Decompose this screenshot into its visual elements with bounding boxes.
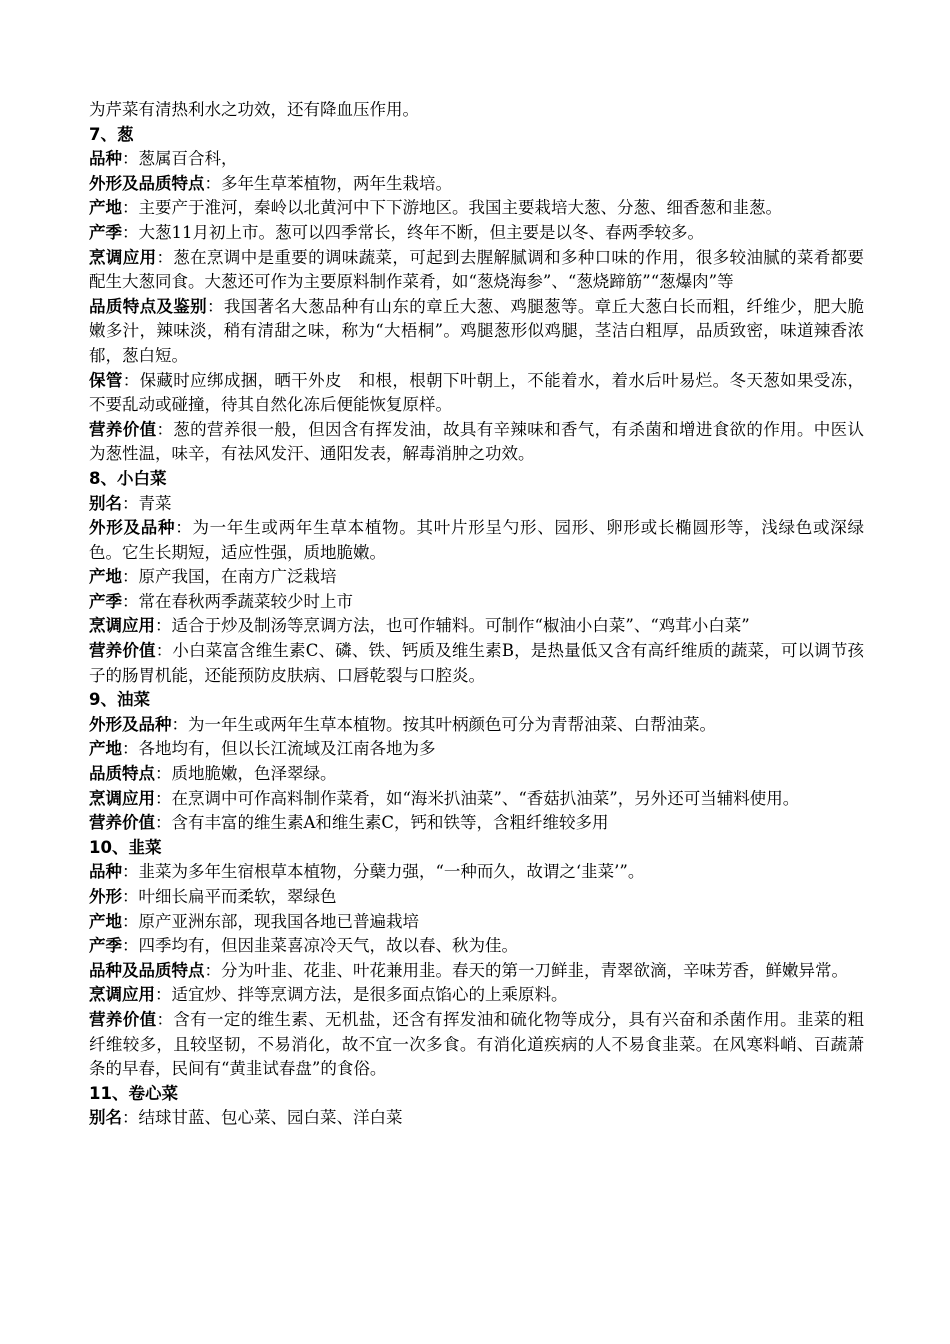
entry-label: 营养价值 [89,419,157,439]
entry-paragraph [89,295,864,369]
entry-paragraph [89,196,864,221]
entry-text: ：在烹调中可作高料制作菜肴，如“海米扒油菜”、“香菇扒油菜”，另外还可当辅料使用。 [155,788,800,808]
entry-text: ：常在春秋两季蔬菜较少时上市 [122,591,353,611]
entry-text: ：分为叶韭、花韭、叶花兼用韭。春天的第一刀鲜韭，青翠欲滴，辛味芳香，鲜嫩异常。 [204,960,848,980]
entry-label: 产季 [89,591,122,611]
entry-text: ：含有丰富的维生素A和维生素C，钙和铁等，含粗纤维较多用 [155,813,609,833]
entry-text: ：大葱11月初上市。葱可以四季常长，终年不断，但主要是以冬、春两季较多。 [122,222,704,242]
section-heading: 10、韭菜 [89,837,162,857]
entry-label: 烹调应用 [89,247,157,267]
entry-paragraph [89,910,864,935]
entry-text: ：叶细长扁平而柔软，翠绿色 [122,887,337,906]
entry-label: 别名 [89,1108,122,1128]
entry-paragraph [89,639,864,688]
sections-container [89,123,864,1131]
entry-paragraph [89,1106,864,1131]
entry-label: 烹调应用 [89,985,155,1005]
entry-paragraph [89,737,864,762]
entry-text: ：小白菜富含维生素C、磷、铁、钙质及维生素B，是热量低又含有高纤维质的蔬菜，可以调节孩子的肠胃机能，还能预防皮肤病、口唇乾裂与口腔炎。 [89,641,865,685]
intro-line: 为芹菜有清热利水之功效，还有降血压作用。 [89,100,419,119]
section-heading: 7、葱 [89,124,134,144]
entry-text: ：质地脆嫩，色泽翠绿。 [155,764,337,784]
entry-paragraph [89,959,864,984]
entry-paragraph [89,762,864,787]
entry-label: 外形及品种 [89,714,172,734]
entry-paragraph [89,614,864,639]
entry-label: 烹调应用 [89,788,155,808]
entry-paragraph [89,1008,864,1082]
entry-label: 品种 [89,149,122,169]
entry-text: ：葱在烹调中是重要的调味蔬菜，可起到去腥解腻调和多种口味的作用，很多较油腻的菜肴都要配生大葱同食。大葱还可作为主要原料制作菜肴，如“葱烧海参”、“葱烧蹄筋”“葱爆肉”等 [89,247,865,292]
entry-paragraph [89,246,864,295]
entry-text: ：葱属百合科， [122,149,238,169]
entry-paragraph [89,492,864,517]
entry-paragraph [89,934,864,959]
entry-label: 营养价值 [89,1009,157,1029]
entry-paragraph [89,147,864,172]
entry-label: 产地 [89,567,122,587]
entry-text: ：主要产于淮河，秦岭以北黄河中下下游地区。我国主要栽培大葱、分葱、细香葱和韭葱。 [122,198,782,218]
entry-label: 品种及品质特点 [89,960,205,980]
entry-paragraph [89,172,864,197]
entry-paragraph [89,516,864,565]
entry-label: 别名 [89,493,122,513]
entry-label: 外形 [89,887,122,906]
section-heading: 8、小白菜 [89,468,167,488]
entry-text: ：含有一定的维生素、无机盐，还含有挥发油和硫化物等成分，具有兴奋和杀菌作用。韭菜的粗纤维较多，且较坚韧，不易消化，故不宜一次多食。有消化道疾病的人不易食韭菜。在风寒料峭、百蔬萧条的早春，民间有“黄韭试春盘”的食俗。 [89,1009,865,1079]
entry-text: ：为一年生或两年生草本植物。按其叶柄颜色可分为青帮油菜、白帮油菜。 [171,714,716,734]
entry-paragraph [89,811,864,836]
entry-text: ：各地均有，但以长江流域及江南各地为多 [122,739,436,759]
entry-text: ：葱的营养很一般，但因含有挥发油，故具有辛辣味和香气，有杀菌和增进食欲的作用。中医认为葱性温，味辛，有祛风发汗、通阳发表，解毒消肿之功效。 [89,419,865,464]
entry-paragraph [89,885,864,910]
entry-label: 品质特点及鉴别 [89,296,207,316]
entry-text: ：适宜炒、拌等烹调方法，是很多面点馅心的上乘原料。 [155,985,568,1005]
entry-label: 营养价值 [89,813,155,833]
entry-paragraph [89,983,864,1008]
entry-text: ：韭菜为多年生宿根草本植物，分蘖力强，“一种而久，故谓之‘韭菜’”。 [122,862,645,882]
entry-text: ：我国著名大葱品种有山东的章丘大葱、鸡腿葱等。章丘大葱白长而粗，纤维少，肥大脆嫩多汁，辣味淡，稍有清甜之味，称为“大梧桐”。鸡腿葱形似鸡腿，茎洁白粗厚，品质致密，味道辣香浓郁，葱白短。 [89,296,865,365]
entry-text: ：四季均有，但因韭菜喜凉冷天气，故以春、秋为佳。 [122,936,518,956]
entry-label: 烹调应用 [89,616,155,636]
entry-label: 产地 [89,911,122,931]
entry-text: ：原产亚洲东部，现我国各地已普遍栽培 [122,911,419,931]
entry-paragraph [89,221,864,246]
entry-label: 产季 [89,936,122,956]
entry-label: 营养价值 [89,641,156,661]
section-heading: 11、卷心菜 [89,1083,178,1103]
entry-paragraph [89,565,864,590]
entry-text: ：多年生草苯植物，两年生栽培。 [204,173,452,193]
entry-text: ：青菜 [122,493,172,513]
entry-text: ：结球甘蓝、包心菜、园白菜、洋白菜 [122,1108,403,1128]
entry-label: 保管 [89,370,123,390]
entry-paragraph [89,787,864,812]
entry-label: 品种 [89,862,122,882]
entry-text: ：原产我国，在南方广泛栽培 [122,567,337,587]
entry-paragraph [89,369,864,418]
entry-text: ：为一年生或两年生草本植物。其叶片形呈勺形、园形、卵形或长椭圆形等，浅绿色或深绿色。它生长期短，适应性强，质地脆嫩。 [89,518,865,562]
entry-label: 外形及品质特点 [89,173,205,193]
entry-text: ：保藏时应绑成捆，晒干外皮 和根，根朝下叶朝上，不能着水，着水后叶易烂。冬天葱如果受冻，不要乱动或碰撞，待其自然化冻后便能恢复原样。 [89,370,865,415]
entry-paragraph [89,860,864,885]
entry-label: 外形及品种 [89,518,176,538]
entry-text: ：适合于炒及制汤等烹调方法，也可作辅料。可制作“椒油小白菜”、“鸡茸小白菜” [155,616,750,636]
entry-label: 产地 [89,739,122,759]
entry-paragraph [89,590,864,615]
entry-label: 产季 [89,222,122,242]
entry-paragraph [89,713,864,738]
document-page [89,98,864,1131]
entry-paragraph [89,418,864,467]
entry-label: 产地 [89,198,122,218]
section-heading: 9、油菜 [89,690,150,710]
entry-label: 品质特点 [89,764,155,784]
